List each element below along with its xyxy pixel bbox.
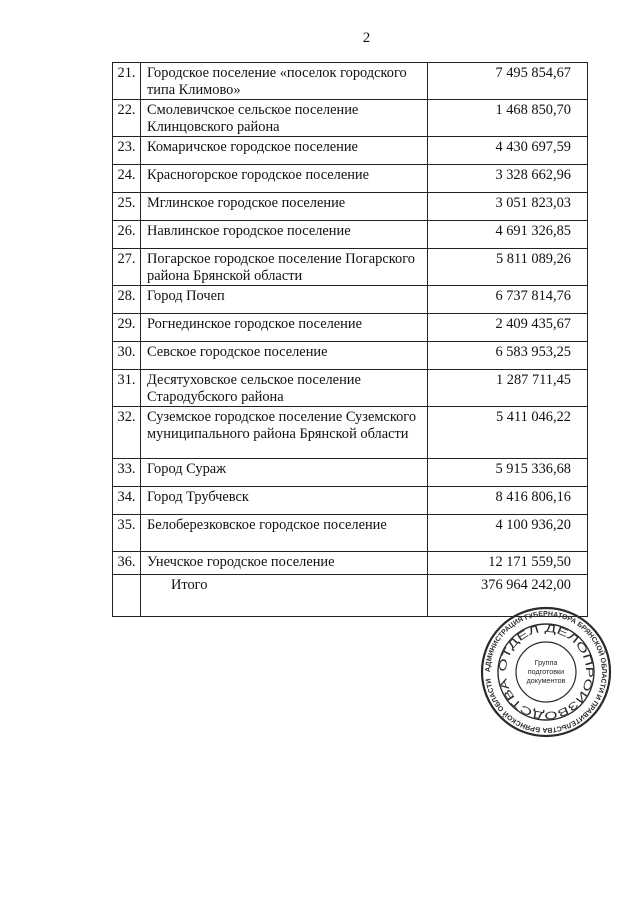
table-row: [113, 100, 588, 137]
stamp-outer-text: АДМИНИСТРАЦИЯ ГУБЕРНАТОРА БРЯНСКОЙ ОБЛАСТИ И ПРАВИТЕЛЬСТВА БРЯНСКОЙ ОБЛАСТИ: [484, 610, 608, 734]
settlement-name: Севское городское поселение: [141, 342, 428, 370]
amount-value: 7 495 854,67: [428, 63, 588, 100]
settlement-name: Красногорское городское поселение: [141, 165, 428, 193]
row-number: 32.: [113, 407, 141, 459]
table-row: [113, 370, 588, 407]
row-number: 26.: [113, 221, 141, 249]
table-row: [113, 249, 588, 286]
table-row: [113, 487, 588, 515]
table-row: [113, 221, 588, 249]
amount-value: 4 691 326,85: [428, 221, 588, 249]
row-number: 31.: [113, 370, 141, 407]
settlement-name: Суземское городское поселение Суземского муниципального района Брянской области: [141, 407, 428, 459]
amount-value: 1 468 850,70: [428, 100, 588, 137]
row-number: 25.: [113, 193, 141, 221]
table-row: [113, 342, 588, 370]
amount-value: 5 411 046,22: [428, 407, 588, 459]
settlement-name: Мглинское городское поселение: [141, 193, 428, 221]
amount-value: 2 409 435,67: [428, 314, 588, 342]
stamp-middle-text: ОТДЕЛ ДЕЛОПРОИЗВОДСТВА: [496, 622, 596, 722]
row-number: 35.: [113, 515, 141, 552]
stamp-center-line: Группа: [534, 658, 558, 667]
amount-value: 4 430 697,59: [428, 137, 588, 165]
settlements-table: [112, 62, 588, 617]
amount-value: 6 737 814,76: [428, 286, 588, 314]
row-number: 27.: [113, 249, 141, 286]
settlement-name: Десятуховское сельское поселение Стародубского района: [141, 370, 428, 407]
row-number: 21.: [113, 63, 141, 100]
settlement-name: Город Сураж: [141, 459, 428, 487]
settlement-name: Рогнединское городское поселение: [141, 314, 428, 342]
table-row: [113, 314, 588, 342]
amount-value: 6 583 953,25: [428, 342, 588, 370]
settlement-name: Навлинское городское поселение: [141, 221, 428, 249]
total-number-cell: [113, 575, 141, 617]
stamp-seal: [480, 606, 612, 738]
settlement-name: Городское поселение «поселок городского типа Климово»: [141, 63, 428, 100]
settlement-name: Смолевичское сельское поселение Клинцовского района: [141, 100, 428, 137]
table-row: [113, 193, 588, 221]
table-row: [113, 515, 588, 552]
row-number: 33.: [113, 459, 141, 487]
row-number: 28.: [113, 286, 141, 314]
table-row: [113, 165, 588, 193]
table-row: [113, 459, 588, 487]
table-row: [113, 407, 588, 459]
amount-value: 3 328 662,96: [428, 165, 588, 193]
amount-value: 5 811 089,26: [428, 249, 588, 286]
amount-value: 12 171 559,50: [428, 552, 588, 575]
table-row: [113, 286, 588, 314]
row-number: 29.: [113, 314, 141, 342]
settlement-name: Комаричское городское поселение: [141, 137, 428, 165]
total-label: Итого: [141, 575, 428, 617]
row-number: 36.: [113, 552, 141, 575]
stamp-center-line: подготовки: [527, 667, 565, 676]
amount-value: 5 915 336,68: [428, 459, 588, 487]
row-number: 23.: [113, 137, 141, 165]
amount-value: 1 287 711,45: [428, 370, 588, 407]
amount-value: 3 051 823,03: [428, 193, 588, 221]
stamp-center-line: документов: [526, 676, 566, 685]
amount-value: 4 100 936,20: [428, 515, 588, 552]
page-number: 2: [362, 30, 371, 46]
row-number: 24.: [113, 165, 141, 193]
row-number: 34.: [113, 487, 141, 515]
table-row: [113, 63, 588, 100]
settlement-name: Город Почеп: [141, 286, 428, 314]
amount-value: 8 416 806,16: [428, 487, 588, 515]
total-amount: 376 964 242,00: [428, 575, 588, 617]
table-row: [113, 137, 588, 165]
settlement-name: Погарское городское поселение Погарского района Брянской области: [141, 249, 428, 286]
row-number: 30.: [113, 342, 141, 370]
settlement-name: Унечское городское поселение: [141, 552, 428, 575]
row-number: 22.: [113, 100, 141, 137]
table-row: [113, 552, 588, 575]
settlement-name: Город Трубчевск: [141, 487, 428, 515]
settlement-name: Белоберезковское городское поселение: [141, 515, 428, 552]
